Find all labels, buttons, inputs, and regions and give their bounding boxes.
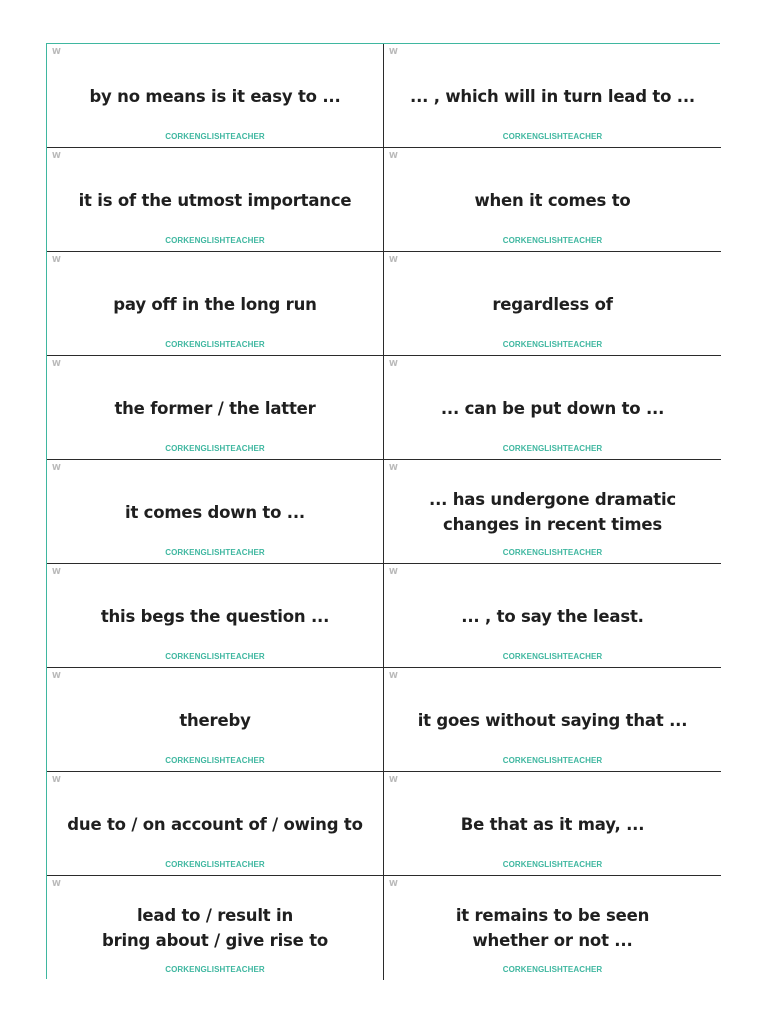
- card-mark: W: [389, 567, 398, 576]
- card-phrase: due to / on account of / owing to: [67, 814, 363, 834]
- phrase-card: [47, 148, 384, 252]
- card-brand: CORKENGLISHTEACHER: [165, 132, 265, 141]
- phrase-card: [384, 356, 721, 460]
- phrase-card: [384, 668, 721, 772]
- card-phrase: pay off in the long run: [113, 294, 317, 314]
- phrase-card: [384, 772, 721, 876]
- card-mark: W: [52, 671, 61, 680]
- card-mark: W: [52, 567, 61, 576]
- card-mark: W: [389, 463, 398, 472]
- card-phrase: regardless of: [492, 294, 613, 314]
- card-mark: W: [389, 671, 398, 680]
- card-phrase: this begs the question ...: [100, 606, 330, 626]
- card-mark: W: [52, 775, 61, 784]
- card-mark: W: [52, 879, 61, 888]
- card-brand: CORKENGLISHTEACHER: [165, 548, 265, 557]
- phrase-card: [47, 668, 384, 772]
- card-brand: CORKENGLISHTEACHER: [502, 860, 603, 869]
- card-phrase: the former / the latter: [114, 398, 316, 418]
- card-brand: CORKENGLISHTEACHER: [502, 444, 603, 453]
- phrase-card: [384, 44, 721, 148]
- card-brand: CORKENGLISHTEACHER: [502, 756, 603, 765]
- phrase-card: [47, 44, 384, 148]
- card-mark: W: [389, 359, 398, 368]
- card-brand: CORKENGLISHTEACHER: [165, 340, 265, 349]
- phrase-card: [384, 252, 721, 356]
- card-phrase: it goes without saying that ...: [417, 710, 688, 730]
- card-brand: CORKENGLISHTEACHER: [165, 756, 265, 765]
- card-mark: W: [52, 255, 61, 264]
- card-mark: W: [52, 463, 61, 472]
- phrase-card: [384, 148, 721, 252]
- card-phrase: by no means is it easy to ...: [89, 86, 341, 106]
- card-phrase: thereby: [179, 710, 251, 730]
- card-phrase: Be that as it may, ...: [460, 814, 645, 834]
- card-mark: W: [389, 775, 398, 784]
- card-brand: CORKENGLISHTEACHER: [502, 548, 603, 557]
- card-phrase: lead to / result in bring about / give rise to: [101, 906, 329, 950]
- card-phrase: ... can be put down to ...: [440, 398, 665, 418]
- card-brand: CORKENGLISHTEACHER: [502, 965, 603, 974]
- card-phrase: when it comes to: [474, 190, 631, 210]
- card-phrase: ... , which will in turn lead to ...: [410, 86, 695, 106]
- card-mark: W: [389, 151, 398, 160]
- phrase-card: [47, 772, 384, 876]
- card-phrase: ... , to say the least.: [461, 606, 644, 626]
- card-brand: CORKENGLISHTEACHER: [502, 340, 603, 349]
- card-brand: CORKENGLISHTEACHER: [502, 132, 603, 141]
- phrase-card: [47, 460, 384, 564]
- card-mark: W: [389, 47, 398, 56]
- card-brand: CORKENGLISHTEACHER: [165, 444, 265, 453]
- phrase-card: [47, 252, 384, 356]
- card-brand: CORKENGLISHTEACHER: [165, 860, 265, 869]
- phrase-card: [47, 876, 384, 980]
- card-phrase: it remains to be seen whether or not ...: [455, 906, 650, 950]
- card-phrase: it comes down to ...: [124, 502, 305, 522]
- card-mark: W: [52, 359, 61, 368]
- card-brand: CORKENGLISHTEACHER: [165, 652, 265, 661]
- phrase-card: [47, 564, 384, 668]
- phrase-card: [384, 460, 721, 564]
- phrase-card: [384, 876, 721, 980]
- card-brand: CORKENGLISHTEACHER: [502, 652, 603, 661]
- card-mark: W: [389, 255, 398, 264]
- phrase-card: [47, 356, 384, 460]
- flashcard-sheet: [46, 43, 720, 979]
- card-phrase: it is of the utmost importance: [78, 190, 352, 210]
- card-phrase: ... has undergone dramatic changes in recent times: [429, 490, 676, 534]
- card-mark: W: [52, 151, 61, 160]
- phrase-card: [384, 564, 721, 668]
- card-brand: CORKENGLISHTEACHER: [165, 965, 265, 974]
- card-mark: W: [389, 879, 398, 888]
- card-brand: CORKENGLISHTEACHER: [165, 236, 265, 245]
- card-brand: CORKENGLISHTEACHER: [502, 236, 603, 245]
- card-mark: W: [52, 47, 61, 56]
